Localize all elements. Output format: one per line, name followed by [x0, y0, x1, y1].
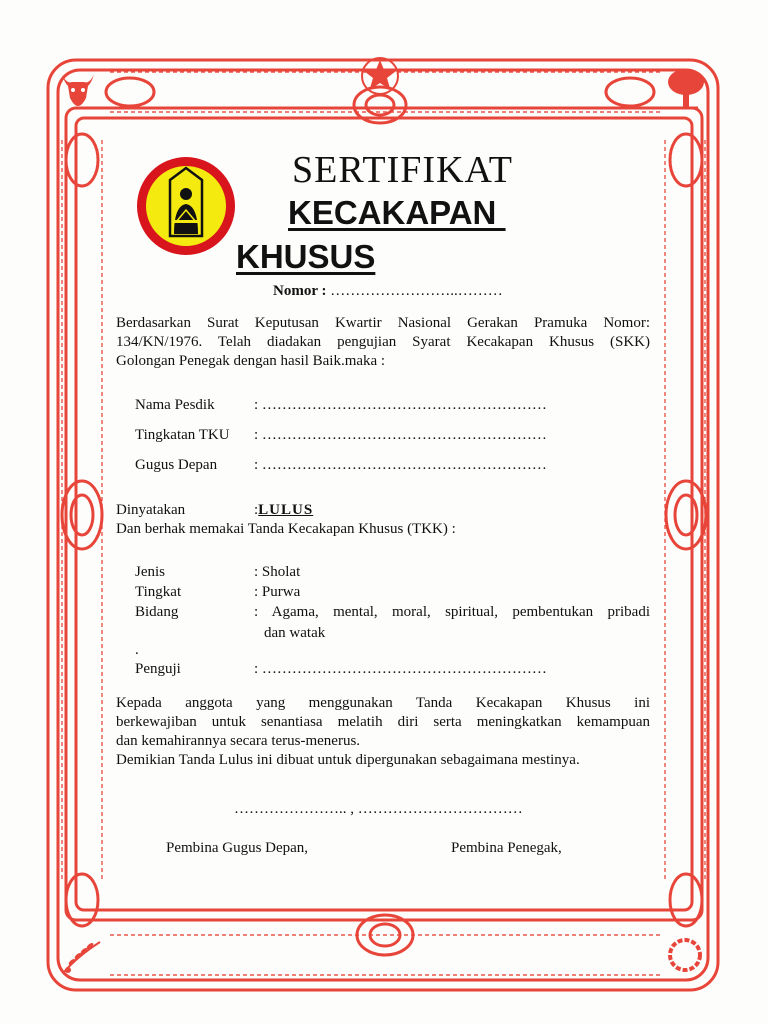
- nomor-label: Nomor :: [273, 283, 327, 299]
- jenis-value: : Sholat: [254, 564, 301, 580]
- result-label: Dinyatakan: [116, 502, 186, 518]
- closing-paragraph: [116, 694, 650, 770]
- certificate-subtitle-line1: KECAKAPAN: [288, 194, 506, 231]
- penguji-label: Penguji: [135, 661, 181, 677]
- result-value-wrap: [254, 500, 313, 520]
- field-label-gugus: Gugus Depan: [135, 457, 218, 473]
- rice-cotton-icon: [58, 936, 106, 976]
- place-date: ………………….. , ……………………………: [234, 801, 523, 817]
- bidang-value-line2: dan watak: [264, 625, 326, 641]
- field-value-nama: : …………………………………………………: [254, 397, 547, 413]
- certificate-subtitle-line2: KHUSUS: [236, 238, 376, 275]
- stray-dot: .: [135, 642, 139, 658]
- closing-line: berkewajiban untuk senantiasa melatih diri serta meningkatkan kemampuan: [116, 714, 650, 730]
- result-value: LULUS: [258, 502, 314, 518]
- nomor-value: ……………………..………: [330, 283, 503, 299]
- signatory-right-title: Pembina Penegak,: [451, 840, 562, 856]
- banyan-tree-icon: [664, 66, 708, 112]
- intro-line: Golongan Penegak dengan hasil Baik.maka :: [116, 353, 386, 369]
- certificate-number: [273, 283, 503, 300]
- penguji-value: : …………………………………………………: [254, 661, 547, 677]
- field-value-gugus: : …………………………………………………: [254, 457, 547, 473]
- tingkat-value: : Purwa: [254, 584, 301, 600]
- certificate-title: SERTIFIKAT: [292, 149, 513, 191]
- result-colon: :: [254, 502, 259, 518]
- pramuka-emblem-icon: [136, 156, 236, 256]
- chain-icon: [664, 934, 706, 976]
- field-label-nama: Nama Pesdik: [135, 397, 215, 413]
- field-value-tingkatan: : …………………………………………………: [254, 427, 547, 443]
- intro-paragraph: [116, 314, 650, 371]
- tingkat-label: Tingkat: [135, 584, 182, 600]
- signatory-left-title: Pembina Gugus Depan,: [166, 840, 309, 856]
- closing-line: Demikian Tanda Lulus ini dibuat untuk dipergunakan sebagaimana mestinya.: [116, 752, 580, 768]
- result-line2: Dan berhak memakai Tanda Kecakapan Khusus (TKK) :: [116, 521, 456, 537]
- bidang-label: Bidang: [135, 604, 179, 620]
- closing-line: Kepada anggota yang menggunakan Tanda Kecakapan Khusus ini: [116, 695, 650, 711]
- buffalo-head-icon: [58, 68, 98, 110]
- intro-line: Berdasarkan Surat Keputusan Kwartir Nasional Gerakan Pramuka Nomor:: [116, 315, 650, 331]
- bidang-value-line1: : Agama, mental, moral, spiritual, pembentukan pribadi: [254, 604, 650, 620]
- star-icon: [360, 56, 400, 96]
- field-label-tingkatan: Tingkatan TKU: [135, 427, 230, 443]
- closing-line: dan kemahirannya secara terus-menerus.: [116, 733, 361, 749]
- jenis-label: Jenis: [135, 564, 165, 580]
- intro-line: 134/KN/1976. Telah diadakan pengujian Syarat Kecakapan Khusus (SKK): [116, 334, 650, 350]
